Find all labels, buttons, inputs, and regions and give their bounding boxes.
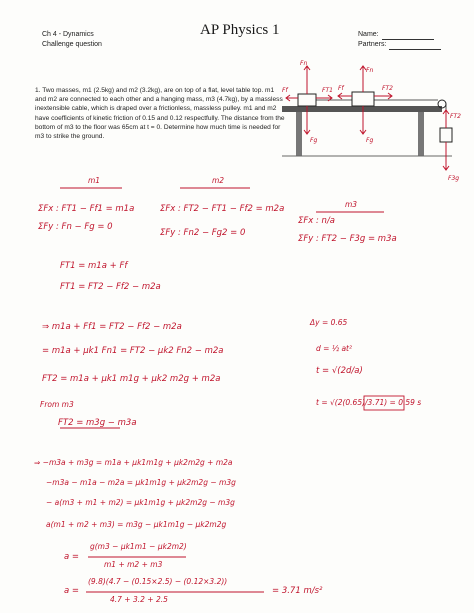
col2-eq2: ΣFy : Fn2 − Fg2 = 0 xyxy=(160,228,246,238)
fig-label: FT1 xyxy=(322,87,333,94)
accel-value-num: (9.8)(4.7 − (0.15×2.5) − (0.12×3.2)) xyxy=(88,577,228,586)
accel-value-den: 4.7 + 3.2 + 2.5 xyxy=(110,595,168,604)
accel-formula-den: m1 + m2 + m3 xyxy=(104,560,163,569)
fig-label: Ff xyxy=(282,87,288,94)
bottom-line4: a(m1 + m2 + m3) = m3g − μk1m1g − μk2m2g xyxy=(46,520,227,529)
work-line5: FT2 = m3g − m3a xyxy=(58,418,137,428)
sub-eq2: FT1 = FT2 − Ff2 − m2a xyxy=(60,282,161,292)
kinematics-result: t = √(2(0.65)/3.71) = 0.59 s xyxy=(316,398,422,407)
bottom-line3: − a(m3 + m1 + m2) = μk1m1g + μk2m2g − m3g xyxy=(46,498,235,507)
kinematics-line2: d = ½ at² xyxy=(316,344,353,353)
col1-eq2: ΣFy : Fn − Fg = 0 xyxy=(38,222,113,232)
work-line3: FT2 = m1a + μk1 m1g + μk2 m2g + m2a xyxy=(42,374,221,384)
col3-eq2: ΣFy : FT2 − F3g = m3a xyxy=(298,234,397,244)
name-line xyxy=(382,32,434,40)
kinematics-line1: Δy = 0.65 xyxy=(310,318,348,327)
header-left xyxy=(42,30,102,50)
fig-label: Ff xyxy=(338,85,344,92)
bottom-line2: −m3a − m1a − m2a = μk1m1g + μk2m2g − m3g xyxy=(46,478,236,487)
accel-value-left: a = xyxy=(64,586,80,596)
fig-label: Fn xyxy=(366,67,374,74)
col2-head: m2 xyxy=(212,176,225,185)
sub-eq1: FT1 = m1a + Ff xyxy=(60,261,128,271)
col3-head: m3 xyxy=(345,200,358,209)
work-line4: From m3 xyxy=(40,400,74,409)
fig-label: F3g xyxy=(448,175,460,182)
header-right xyxy=(358,30,441,50)
col2-eq1: ΣFx : FT2 − FT1 − Ff2 = m2a xyxy=(160,204,285,214)
col1-eq1: ΣFx : FT1 − Ff1 = m1a xyxy=(38,204,135,214)
partners-line xyxy=(389,42,441,50)
partners-label: Partners: xyxy=(358,41,387,48)
fig-label: FT2 xyxy=(450,113,461,120)
setup-figure xyxy=(282,58,462,190)
accel-result: = 3.71 m/s² xyxy=(272,586,323,596)
fig-label: Fn xyxy=(300,60,308,67)
fig-label: FT2 xyxy=(382,85,393,92)
accel-formula-num: g(m3 − μk1m1 − μk2m2) xyxy=(90,542,187,551)
kinematics-line3: t = √(2d/a) xyxy=(316,366,363,376)
problem-statement: 1. Two masses, m1 (2.5kg) and m2 (3.2kg), are on top of a flat, level table top. m1 and m2 are connected to each other and a hanging mass, m3 (4.7kg), by a massless inextensible cable, which is draped over a frictionless, massless pulley. m1 and m2 have coefficients of kinetic friction of 0.15 and 0.12 respectfully. The distance from the bottom of m3 to the floor was 65cm at t = 0. Determine how much time is needed for m3 to strike the ground. xyxy=(35,87,285,141)
bottom-line1: ⇒ −m3a + m3g = m1a + μk1m1g + μk2m2g + m2a xyxy=(34,458,233,467)
accel-formula-left: a = xyxy=(64,552,80,562)
col1-head: m1 xyxy=(88,176,101,185)
col3-eq1: ΣFx : n/a xyxy=(298,216,336,226)
work-line2: = m1a + μk1 Fn1 = FT2 − μk2 Fn2 − m2a xyxy=(42,346,224,356)
fig-label: Fg xyxy=(310,137,318,144)
name-label: Name: xyxy=(358,31,379,38)
work-line1: ⇒ m1a + Ff1 = FT2 − Ff2 − m2a xyxy=(42,322,182,332)
page-title: AP Physics 1 xyxy=(200,22,280,38)
unit-line: Ch 4 - Dynamics xyxy=(42,31,94,38)
subtitle: Challenge question xyxy=(42,41,102,48)
fig-label: Fg xyxy=(366,137,374,144)
